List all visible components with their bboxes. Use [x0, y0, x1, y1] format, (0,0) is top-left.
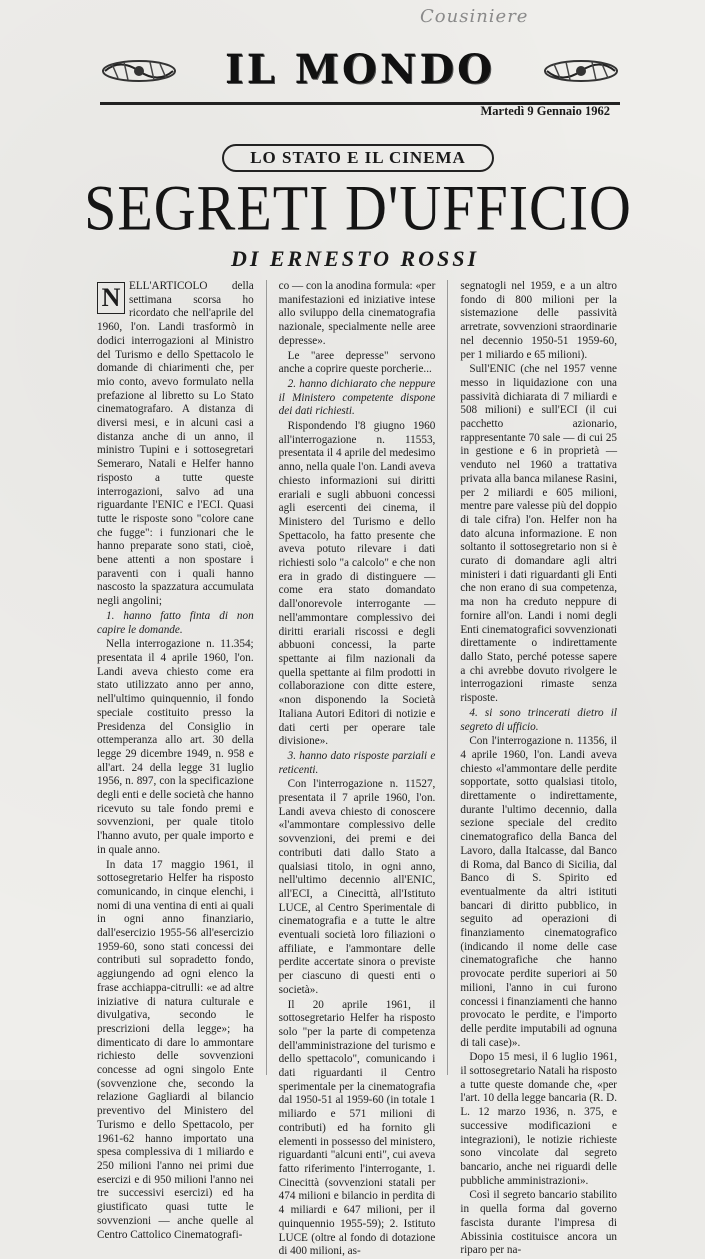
- drop-cap: N: [97, 282, 125, 314]
- paragraph: Nella interrogazione n. 11.354; presentata il 4 aprile 1960, l'on. Landi aveva chiesto come era stato utilizzato anno per anno, nell'ultimo quinquennio, il fondo speciale costituito presso la Presidenza del Consiglio in ottemperanza allo art. 30 della legge 29 dicembre 1949, n. 958 e all'art. 24 della legge 31 luglio 1956, n. 897, con la specificazione degli enti e delle società che hanno ricevuto su tale fondo premi e sovvenzioni, per quale titolo l'hanno avuto, per quale importo e in quale anno.: [97, 638, 254, 856]
- paragraph: Con l'interrogazione n. 11356, il 4 aprile 1960, l'on. Landi aveva chiesto «l'ammontare delle perdite sopportate, sotto qualsiasi titolo, direttamente o indirettamente, durante l'ultimo decennio, dalla sezione speciale del credito cinematografico della Banca del Lavoro, dalla Italcasse, dal Banco di Roma, dal Banco di Sicilia, dal Banco di S. Spirito ed eventualmente da altri istituti bancari di diritto pubblico, in seguito ad operazioni di finanziamento cinematografico (indicando il nome delle case cinematografiche che hanno provocate perdite superiori ai 50 milioni, l'anno in cui furono concessi i finanziamenti che hanno provocato le perdite, e l'importo delle perdite imputabili ad ognuna di tali case)».: [460, 735, 618, 1049]
- paragraph: Sull'ENIC (che nel 1957 venne messo in liquidazione con una passività dichiarata di 7 miliardi e 508 milioni) e sull'ECI (il cui pacchetto azionario, rappresentante 70 sale — di cui 25 in gestione e 6 in proprietà — venduto nel 1960 a trattativa privata alla banca milanese Rasini, per 2 miliardi e 605 milioni, mentre pare valesse più del doppio di tale cifra) l'on. Helfer non ha dato alcuna informazione. E non soltanto il sottosegretario non si è curato di domandare agli altri ministeri i dati riguardanti gli Enti che non erano di sua competenza, ma non ha creduto neppure di fornire all'on. Landi i nomi degli Enti cinematografici sovvenzionati direttamente o indirettamente dallo Stato, perché potesse sapere a chi avrebbe dovuto rivolgere le interrogazioni rimaste senza risposte.: [460, 363, 618, 705]
- paragraph: Con l'interrogazione n. 11527, presentata il 7 aprile 1960, l'on. Landi aveva chiesto di conoscere «l'ammontare complessivo delle sovvenzioni, dei premi e dei contributi dati dallo Stato a qualsiasi titolo, in ogni anno, nell'ultimo decennio all'ENIC, all'ECI, a Cinecittà, all'Istituto LUCE, al Centro Sperimentale di cinematografia e a tutte le altre eventuali società loro filiazioni o affiliate, e l'ammontare delle perdite accertate sinora o previste per ciascuno di questi enti o società».: [278, 778, 436, 996]
- paragraph: segnatogli nel 1959, e a un altro fondo di 800 milioni per la sistemazione delle passività arretrate, sovvenzioni straordinarie nel decennio 1950-51 1959-60, per 1 miliardo e 65 milioni).: [460, 280, 618, 361]
- paragraph: In data 17 maggio 1961, il sottosegretario Helfer ha risposto comunicando, in cinque elenchi, i nomi di una ventina di enti ai quali in ogni anno finanziario, dall'esercizio 1955-56 all'esercizio 1959-60, sono stati concessi dei contributi sul sopradetto fondo, aggiungendo ad ogni elenco la frase acchiappa-citrulli: «e ad altre iniziative di natura culturale e divulgativa, secondo le prescrizioni della legge»; ha dimenticato di dare lo ammontare richiesto delle sovvenzioni concesse ad ogni singolo Ente (sovvenzione che, secondo la relazione Gagliardi al bilancio preventivo del Ministero del Turismo e dello Spettacolo, per 1961-62 hanno importato una spesa complessiva di 1 miliardo e 250 milioni l'anno nei primi due esercizi e di 950 milioni l'anno nei tre successivi esercizi) ed ha giustificato quasi tutte le sovvenzioni — anche quelle al Centro Cattolico Cinematografi-: [97, 858, 254, 1241]
- masthead-title: IL MONDO: [225, 46, 495, 93]
- paragraph: Il 20 aprile 1961, il sottosegretario Helfer ha risposto solo "per la parte di competenza dell'amministrazione del turismo e dello spettacolo", comunicando i dati riguardanti il Centro sperimentale per la cinematografia dal 1950-51 al 1959-60 (in totale 1 miliardo e 571 milioni di contributi) ed ha fornito gli elementi in possesso del ministero, riguardanti "alcuni enti", cui aveva fatto riferimento l'interrogante, 1. Cinecittà (sovvenzioni statali per 474 milioni e bilancio in perdita di 4 miliardi e 647 milioni, per il quinquennio 1955-59); 2. Istituto LUCE (oltre al fondo di dotazione di 400 milioni, as-: [278, 998, 436, 1258]
- column-divider: [266, 280, 267, 1075]
- column-2: [278, 280, 436, 1258]
- paragraph: Le "aree depresse" servono anche a coprire queste porcherie...: [278, 349, 436, 376]
- paragraph: Così il segreto bancario stabilito in quella forma dal governo fascista durante l'impresa di Abissinia costituisce ancora un riparo per na-: [460, 1189, 618, 1257]
- section-kicker: LO STATO E IL CINEMA: [222, 144, 494, 172]
- paragraph: 3. hanno dato risposte parziali e reticenti.: [278, 749, 436, 776]
- paragraph: 1. hanno fatto finta di non capire le domande.: [97, 609, 254, 636]
- paragraph: Dopo 15 mesi, il 6 luglio 1961, il sottosegretario Natali ha risposto a tutte queste domande che, «per l'art. 10 della legge bancaria (R. D. L. 12 marzo 1936, n. 375, e successive modificazioni e integrazioni), le notizie richieste sono vincolate dal segreto bancario, anche nei riguardi delle pubbliche amministrazioni».: [460, 1051, 618, 1187]
- issue-date: Martedì 9 Gennaio 1962: [480, 104, 610, 118]
- ornament-right-icon: [542, 56, 620, 86]
- masthead: [100, 42, 620, 105]
- paragraph: co — con la anodina formula: «per manifestazioni ed iniziative intese allo sviluppo della cinematografia nazionale, specialmente nelle aree depresse».: [278, 280, 436, 347]
- article-byline: DI ERNESTO ROSSI: [230, 246, 480, 271]
- column-divider: [447, 280, 448, 1075]
- column-1: [97, 280, 254, 1241]
- column-3: [460, 280, 618, 1257]
- paragraph: 2. hanno dichiarato che neppure il Ministero competente dispone dei dati richiesti.: [278, 377, 436, 418]
- article-headline: SEGRETI D'UFFICIO: [84, 171, 632, 244]
- paragraph: 4. si sono trincerati dietro il segreto di ufficio.: [460, 706, 618, 733]
- paragraph: ELL'ARTICOLO della settimana scorsa ho ricordato che nell'aprile del 1960, l'on. Landi trasformò in dodici interrogazioni al Ministro del Turismo e dello Spettacolo le domande di chiarimenti che, per mio conto, avevo formulato nella prefazione al libretto su Lo Stato cinematografaro. A distanza di diversi mesi, e in alcuni casi a distanza anche di un anno, il ministro Tupini e i sottosegretari Semeraro, Natali e Helfer hanno risposto a tutte queste interrogazioni, salvo ad una riguardante l'ENIC e l'ECI. Quasi tutte le risposte sono "colore cane che fugge": i funzionari che le hanno preparate sono stati, cioè, bene attenti a non spostare i paraventi con i quali hanno nascosto la spazzatura accumulata negli angolini;: [97, 280, 254, 608]
- handwritten-annotation: Cousiniere: [420, 6, 529, 27]
- article-body: [97, 280, 618, 1258]
- paragraph: Rispondendo l'8 giugno 1960 all'interrogazione n. 11553, presentata il 4 aprile del medesimo anno, nella quale l'on. Landi aveva chiesto informazioni sui diritti erariali e sugli abbuoni concessi agli esercenti dei cinema, il Ministero del Turismo e dello Spettacolo, ha fatto presente che aveva potuto rilevare i dati richiesti solo "a calcolo" e che non era in grado di distinguere — come era stato domandato dall'onorevole interrogante — nell'ammontare complessivo dei diritti erariali riscossi e degli abbuoni concessi, la parte spettante ai film nazionali da quella spettante ai film prodotti in collaborazione con ditte estere, «non disponendo la Società Italiana Autori Editori di notizie e dati certi per operare tale divisione».: [278, 420, 436, 748]
